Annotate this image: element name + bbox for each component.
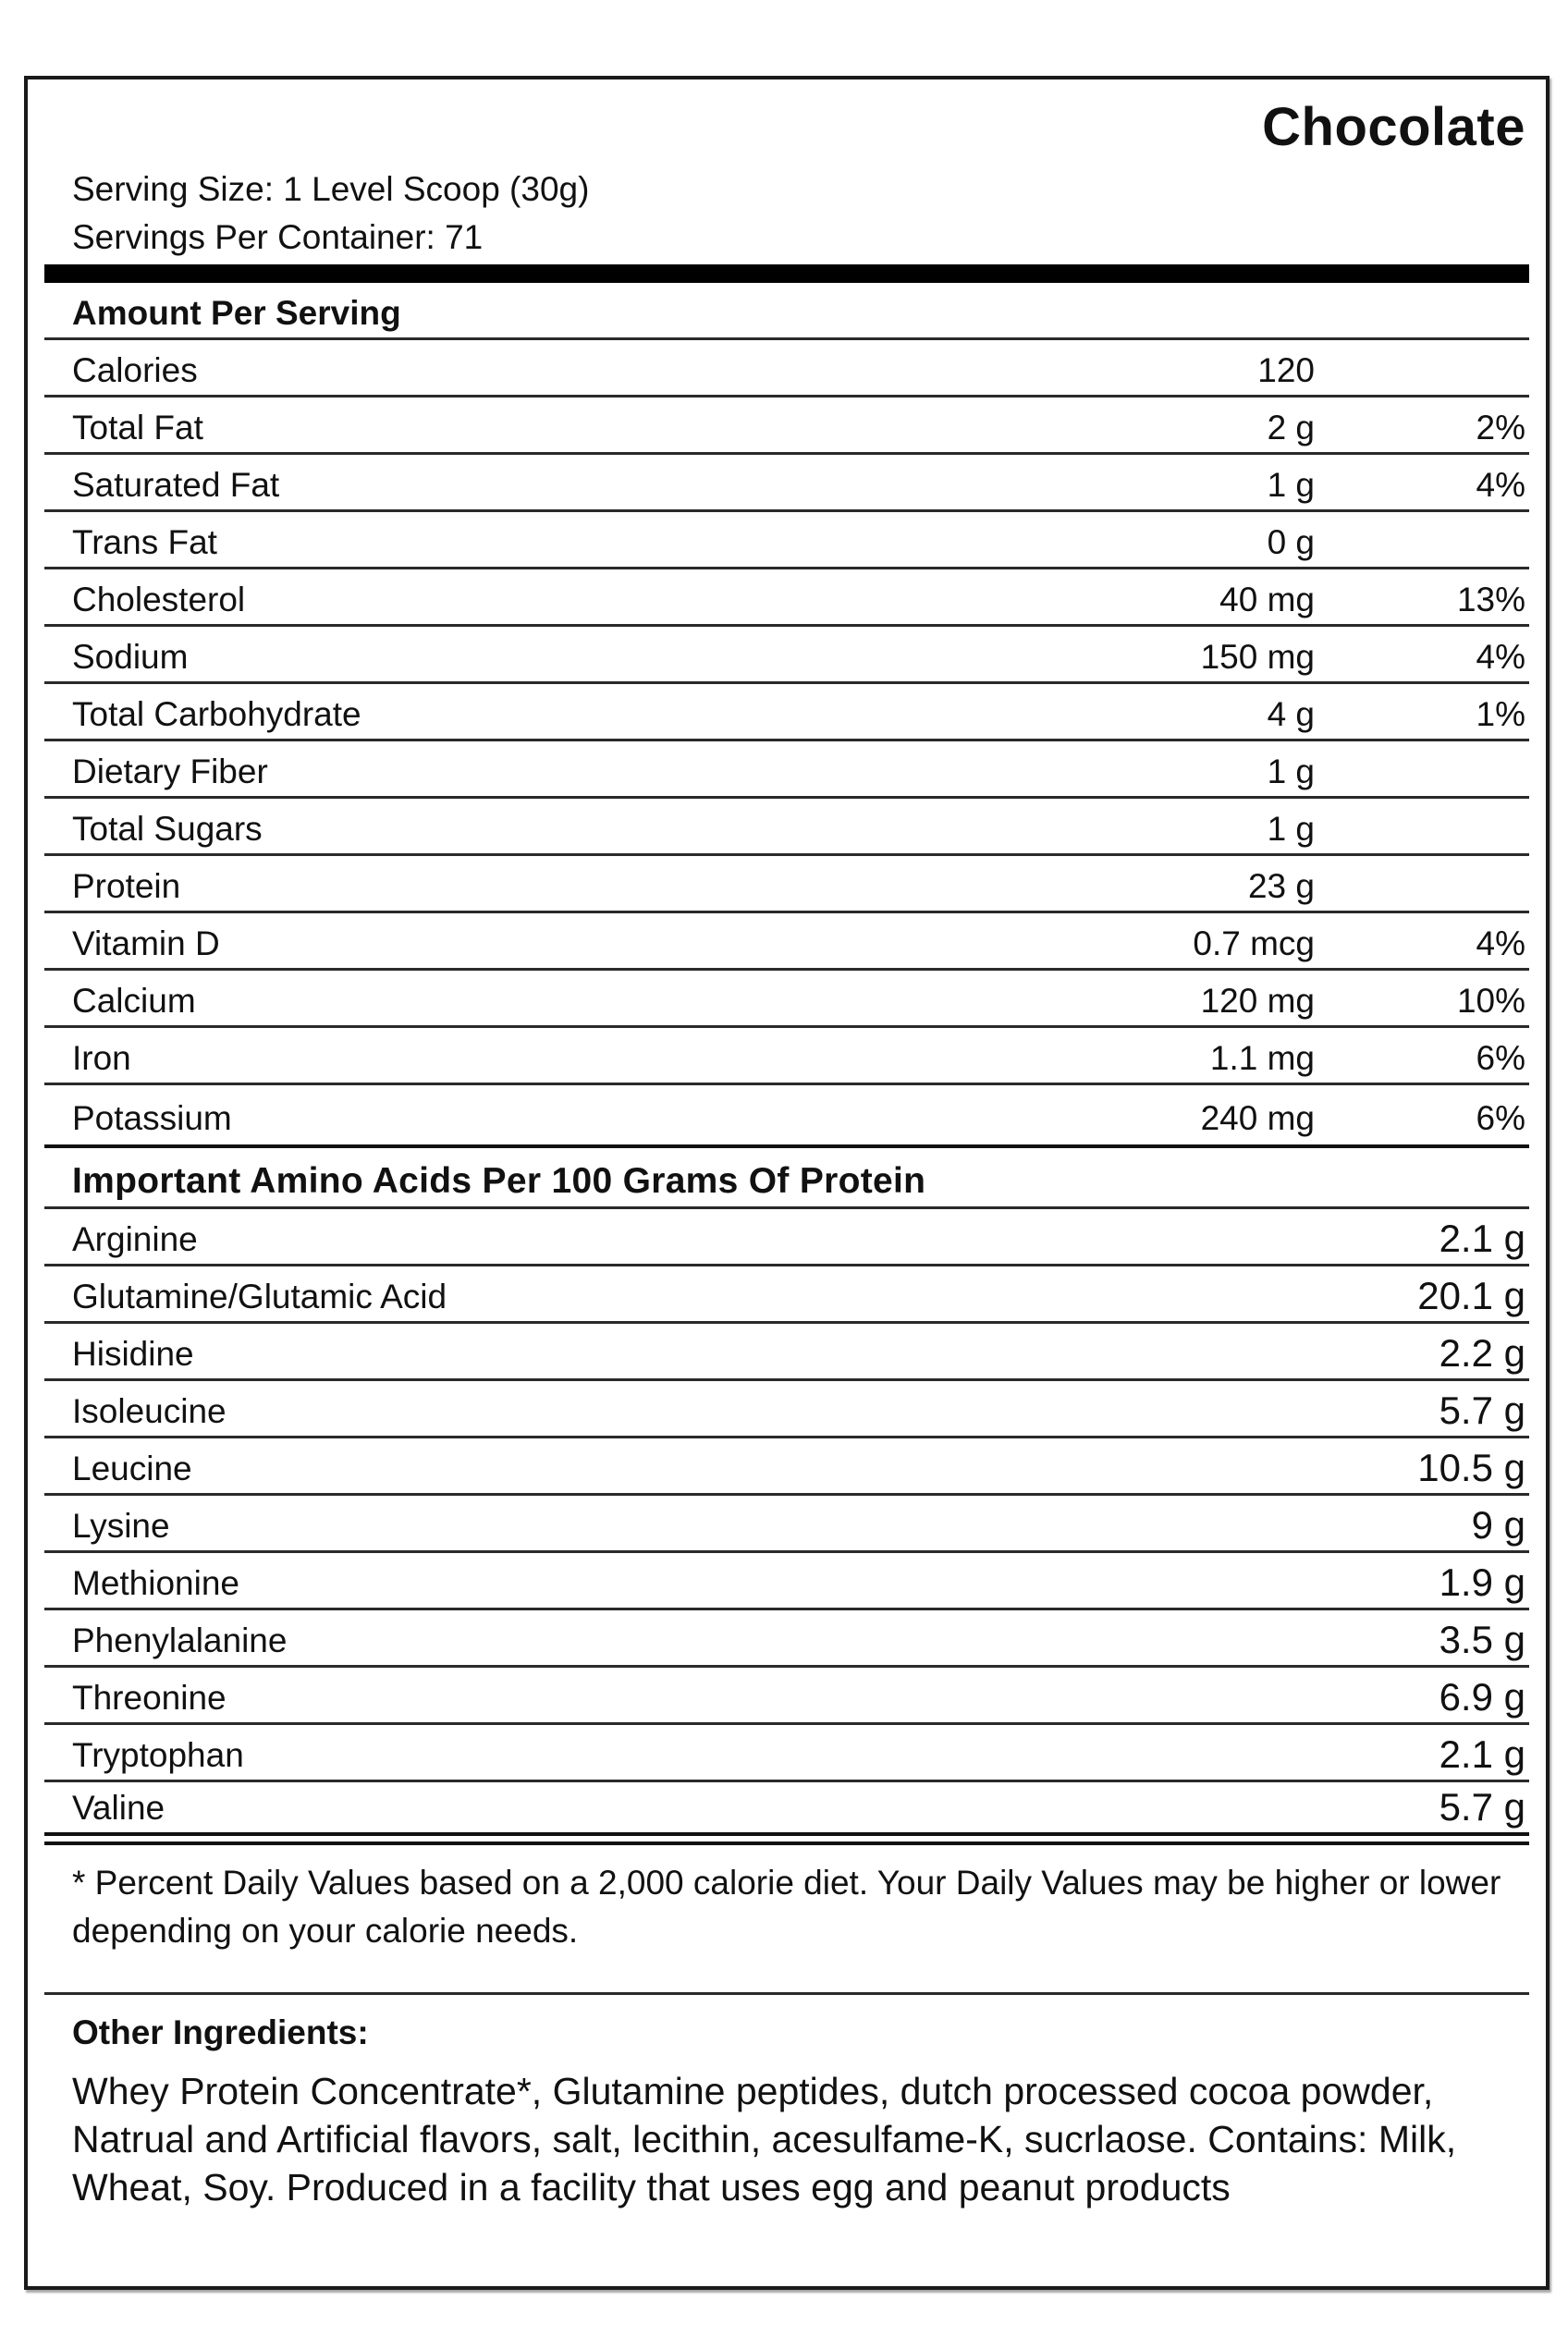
daily-values-footnote: * Percent Daily Values based on a 2,000 calorie diet. Your Daily Values may be higher or lower depending on your calorie needs.: [72, 1864, 1501, 1950]
amino-value: 2.1 g: [1439, 1217, 1525, 1260]
footnote-divider: [44, 1992, 1529, 1995]
nutrient-row: [44, 455, 1529, 512]
amino-row: [44, 1668, 1529, 1725]
nutrient-name: Trans Fat: [72, 523, 217, 561]
amino-name: Valine: [72, 1789, 165, 1827]
thick-divider: [44, 264, 1529, 283]
nutrient-name: Iron: [72, 1039, 131, 1077]
nutrient-dv: 2%: [1476, 409, 1525, 447]
double-divider-bottom: [44, 1841, 1529, 1845]
amino-row: [44, 1209, 1529, 1266]
amino-row: [44, 1553, 1529, 1610]
nutrient-row: [44, 913, 1529, 971]
nutrient-row: [44, 684, 1529, 741]
nutrient-row: [44, 741, 1529, 799]
amino-row: [44, 1438, 1529, 1496]
nutrient-row: [44, 569, 1529, 627]
nutrient-row: [44, 512, 1529, 569]
nutrient-amount: 120: [1257, 351, 1315, 389]
nutrient-row: [44, 627, 1529, 684]
amino-value: 2.1 g: [1439, 1732, 1525, 1776]
nutrient-dv: 4%: [1476, 466, 1525, 504]
nutrient-dv: 1%: [1476, 695, 1525, 733]
nutrient-amount: 1 g: [1267, 810, 1315, 848]
nutrient-row: [44, 340, 1529, 398]
amino-row: [44, 1381, 1529, 1438]
amino-value: 3.5 g: [1439, 1618, 1525, 1661]
amino-name: Arginine: [72, 1220, 198, 1258]
nutrient-name: Protein: [72, 867, 181, 905]
amount-per-serving-row: [44, 283, 1529, 340]
flavor-title: Chocolate: [1262, 97, 1525, 157]
nutrient-dv: 6%: [1476, 1099, 1525, 1137]
amino-name: Isoleucine: [72, 1392, 227, 1430]
amino-name: Threonine: [72, 1679, 227, 1717]
amino-row: [44, 1324, 1529, 1381]
amino-value: 1.9 g: [1439, 1560, 1525, 1604]
amino-row: [44, 1496, 1529, 1553]
nutrient-name: Total Carbohydrate: [72, 695, 361, 733]
nutrient-amount: 1 g: [1267, 466, 1315, 504]
nutrient-amount: 2 g: [1267, 409, 1315, 447]
double-divider-top: [44, 1832, 1529, 1836]
amino-value: 5.7 g: [1439, 1785, 1525, 1829]
nutrient-dv: 10%: [1456, 982, 1525, 1020]
amino-name: Lysine: [72, 1507, 170, 1545]
nutrient-name: Dietary Fiber: [72, 752, 268, 790]
nutrient-dv: 13%: [1456, 581, 1525, 618]
amount-per-serving-heading: Amount Per Serving: [72, 294, 401, 332]
amino-name: Methionine: [72, 1564, 240, 1602]
amino-value: 10.5 g: [1417, 1446, 1525, 1489]
amino-value: 5.7 g: [1439, 1389, 1525, 1432]
amino-value: 2.2 g: [1439, 1331, 1525, 1375]
nutrient-amount: 4 g: [1267, 695, 1315, 733]
nutrient-name: Total Fat: [72, 409, 203, 447]
nutrient-name: Calcium: [72, 982, 196, 1020]
nutrient-amount: 23 g: [1247, 867, 1315, 905]
nutrient-amount: 120 mg: [1200, 982, 1315, 1020]
other-ingredients-heading: Other Ingredients:: [72, 2013, 369, 2051]
nutrient-row: [44, 398, 1529, 455]
nutrition-label: [24, 76, 1550, 2290]
amino-header-row: [44, 1148, 1529, 1209]
nutrient-name: Saturated Fat: [72, 466, 280, 504]
nutrient-name: Calories: [72, 351, 198, 389]
nutrient-row: [44, 1085, 1529, 1143]
nutrient-row: [44, 856, 1529, 913]
nutrient-name: Vitamin D: [72, 924, 220, 962]
amino-row: [44, 1610, 1529, 1668]
nutrient-name: Total Sugars: [72, 810, 263, 848]
nutrient-amount: 1 g: [1267, 752, 1315, 790]
servings-per-container: Servings Per Container: 71: [72, 218, 484, 256]
amino-name: Tryptophan: [72, 1736, 244, 1774]
amino-row: [44, 1725, 1529, 1782]
nutrient-name: Sodium: [72, 638, 189, 676]
nutrient-amount: 150 mg: [1200, 638, 1315, 676]
serving-size: Serving Size: 1 Level Scoop (30g): [72, 170, 590, 208]
amino-name: Hisidine: [72, 1335, 194, 1373]
nutrient-row: [44, 1028, 1529, 1085]
amino-value: 9 g: [1471, 1503, 1525, 1547]
nutrient-dv: 6%: [1476, 1039, 1525, 1077]
amino-acids-heading: Important Amino Acids Per 100 Grams Of Protein: [72, 1161, 926, 1201]
nutrient-amount: 40 mg: [1219, 581, 1315, 618]
nutrient-row: [44, 971, 1529, 1028]
amino-row: [44, 1266, 1529, 1324]
amino-value: 20.1 g: [1417, 1274, 1525, 1317]
nutrient-dv: 4%: [1476, 638, 1525, 676]
amino-row: [44, 1782, 1529, 1832]
nutrient-amount: 0.7 mcg: [1193, 924, 1315, 962]
ingredients-text: Whey Protein Concentrate*, Glutamine peptides, dutch processed cocoa powder, Natrual and Artificial flavors, salt, lecithin, acesulfame-K, sucrlaose. Contains: Milk, Wheat, Soy. Produced in a facility that uses egg and peanut products: [72, 2070, 1457, 2209]
nutrient-name: Potassium: [72, 1099, 232, 1137]
nutrient-name: Cholesterol: [72, 581, 246, 618]
amino-name: Leucine: [72, 1450, 192, 1487]
nutrient-dv: 4%: [1476, 924, 1525, 962]
amino-value: 6.9 g: [1439, 1675, 1525, 1719]
nutrient-amount: 1.1 mg: [1209, 1039, 1315, 1077]
amino-name: Phenylalanine: [72, 1621, 288, 1659]
nutrient-amount: 0 g: [1267, 523, 1315, 561]
amino-name: Glutamine/Glutamic Acid: [72, 1278, 447, 1315]
nutrient-row: [44, 799, 1529, 856]
nutrient-amount: 240 mg: [1200, 1099, 1315, 1137]
